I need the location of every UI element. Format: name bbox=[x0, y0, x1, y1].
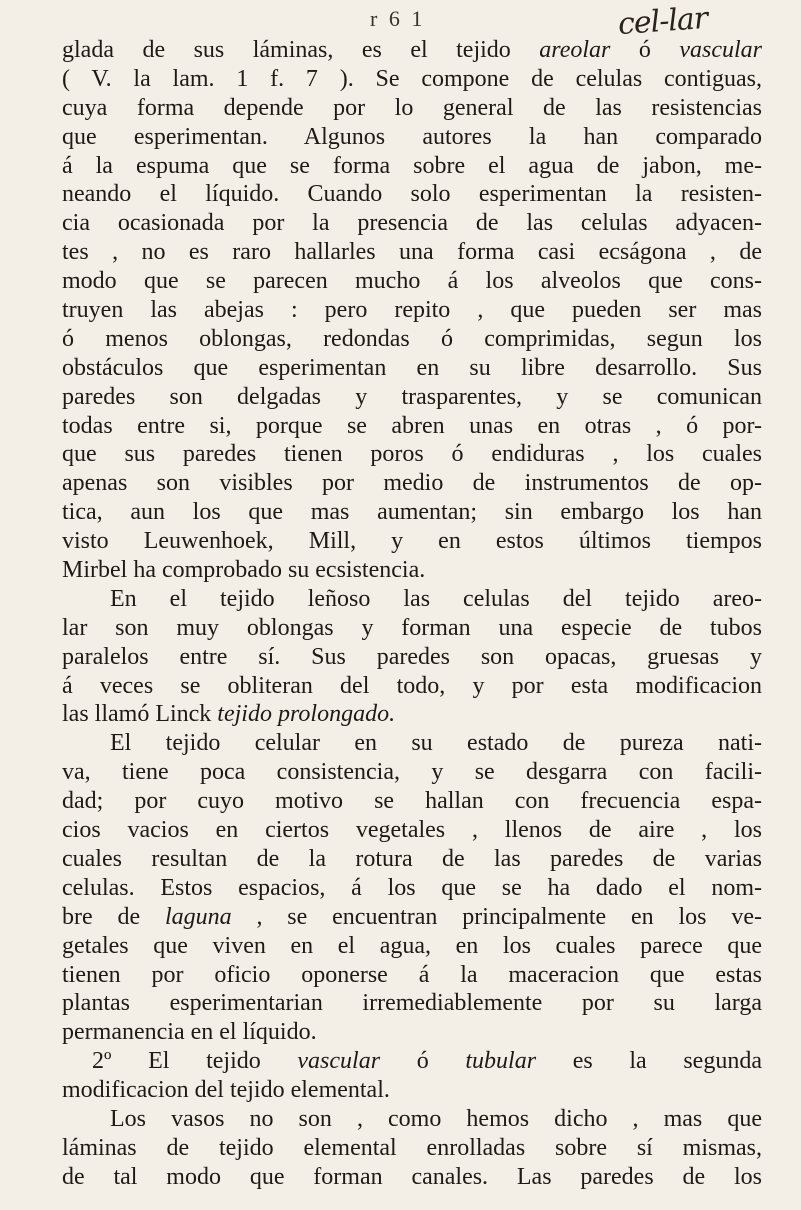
text-line: que sus paredes tienen poros ó endiduras , los cuales bbox=[62, 441, 762, 468]
text-line: de tal modo que forman canales. Las paredes de los bbox=[62, 1163, 762, 1190]
text-line: tes , no es raro hallarles una forma casi ecságona , de bbox=[62, 239, 762, 266]
text-line: apenas son visibles por medio de instrumentos de op- bbox=[62, 470, 762, 497]
text-line: tica, aun los que mas aumentan; sin embargo los han bbox=[62, 499, 762, 526]
text-line: ( V. la lam. 1 f. 7 ). Se compone de celulas contiguas, bbox=[62, 65, 762, 92]
text-line: ó menos oblongas, redondas ó comprimidas, segun los bbox=[62, 325, 762, 352]
text-line: tienen por oficio oponerse á la maceracion que estas bbox=[62, 961, 762, 988]
body-text bbox=[62, 36, 762, 1192]
text-line: En el tejido leñoso las celulas del tejido areo- bbox=[110, 585, 762, 612]
text-line: á veces se obliteran del todo, y por esta modificacion bbox=[62, 672, 762, 699]
page-number: r 6 1 bbox=[370, 6, 426, 31]
text-line: neando el líquido. Cuando solo esperimentan la resisten- bbox=[62, 181, 762, 208]
text-line: va, tiene poca consistencia, y se desgarra con facili- bbox=[62, 759, 762, 786]
text-line: obstáculos que esperimentan en su libre desarrollo. Sus bbox=[62, 354, 762, 381]
text-line: modo que se parecen mucho á los alveolos que cons- bbox=[62, 268, 762, 295]
text-line: cia ocasionada por la presencia de las celulas adyacen- bbox=[62, 210, 762, 237]
text-line: cuya forma depende por lo general de las resistencias bbox=[62, 94, 762, 121]
text-line: Mirbel ha comprobado su ecsistencia. bbox=[62, 557, 426, 584]
text-line: lar son muy oblongas y forman una especie de tubos bbox=[62, 614, 762, 641]
text-line: plantas esperimentarian irremediablemente por su larga bbox=[62, 990, 762, 1017]
handwritten-signature: cel-lar bbox=[616, 0, 709, 43]
text-line: truyen las abejas : pero repito , que pueden ser mas bbox=[62, 297, 762, 324]
text-line: todas entre si, porque se abren unas en otras , ó por- bbox=[62, 412, 762, 439]
text-line: que esperimentan. Algunos autores la han comparado bbox=[62, 123, 762, 150]
text-line: permanencia en el líquido. bbox=[62, 1019, 317, 1046]
text-line: glada de sus láminas, es el tejido areolar ó vascular bbox=[62, 37, 763, 63]
text-line: dad; por cuyo motivo se hallan con frecuencia espa- bbox=[62, 788, 762, 815]
text-line: láminas de tejido elemental enrolladas sobre sí mismas, bbox=[62, 1134, 762, 1161]
text-line: paralelos entre sí. Sus paredes son opacas, gruesas y bbox=[62, 643, 762, 670]
text-line: bre de laguna , se encuentran principalmente en los ve- bbox=[62, 903, 762, 930]
text-line: cuales resultan de la rotura de las paredes de varias bbox=[62, 845, 762, 872]
text-line: 2º El tejido vascular ó tubular es la segunda bbox=[92, 1048, 762, 1075]
text-line: Los vasos no son , como hemos dicho , mas que bbox=[110, 1105, 762, 1132]
text-line: El tejido celular en su estado de pureza nati- bbox=[110, 730, 762, 757]
text-line: cios vacios en ciertos vegetales , llenos de aire , los bbox=[62, 817, 762, 844]
text-line: á la espuma que se forma sobre el agua de jabon, me- bbox=[62, 152, 762, 179]
text-line: visto Leuwenhoek, Mill, y en estos últimos tiempos bbox=[62, 528, 762, 555]
text-line: paredes son delgadas y trasparentes, y se comunican bbox=[62, 383, 762, 410]
text-line: modificacion del tejido elemental. bbox=[62, 1077, 390, 1104]
text-line: getales que viven en el agua, en los cuales parece que bbox=[62, 932, 762, 959]
text-line: las llamó Linck tejido prolongado. bbox=[62, 701, 396, 728]
text-line: celulas. Estos espacios, á los que se ha dado el nom- bbox=[62, 874, 762, 901]
